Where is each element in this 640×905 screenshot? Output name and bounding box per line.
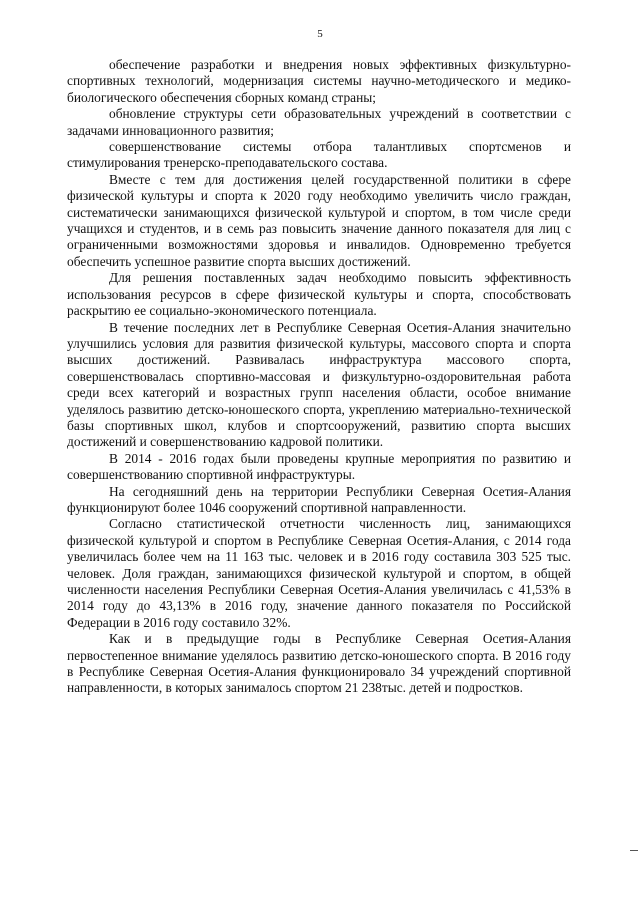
paragraph: Вместе с тем для достижения целей государственной политики в сфере физической культуры и спорта к 2020 году необходимо увеличить число граждан, систематически занимающихся физической культурой и спортом, в том числе среди учащихся и студентов, и в семь раз повысить значение данного показателя для лиц с ограниченными возможностями здоровья и инвалидов. Одновременно требуется обеспечить успешное развитие спорта высших достижений. (67, 171, 571, 269)
paragraph: совершенствование системы отбора талантливых спортсменов и стимулирования тренерско-преподавательского состава. (67, 139, 571, 171)
paragraph: В 2014 - 2016 годах были проведены крупные мероприятия по развитию и совершенствованию спортивной инфраструктуры. (67, 450, 571, 483)
paragraph: Как и в предыдущие годы в Республике Северная Осетия-Алания первостепенное внимание уделялось развитию детско-юношеского спорта. В 2016 году в Республике Северная Осетия-Алания функционировало 34 учреждений спортивной направленности, в которых занималось спортом 21 238тыс. детей и подростков. (67, 631, 571, 696)
paragraph: В течение последних лет в Республике Северная Осетия-Алания значительно улучшились условия для развития физической культуры, массового спорта и спорта высших достижений. Развивалась инфраструктура массового спорта, совершенствовалась спортивно-массовая и физкультурно-оздоровительная работа среди всех категорий и возрастных групп населения области, особое внимание уделялось развитию детско-юношеского спорта, укреплению материально-технической базы спортивных школ, клубов и спортсооружений, развитию спорта высших достижений и совершенствованию кадровой политики. (67, 319, 571, 450)
paragraph: обновление структуры сети образовательных учреждений в соответствии с задачами инновационного развития; (67, 106, 571, 138)
paragraph: обеспечение разработки и внедрения новых эффективных физкультурно-спортивных технологий, модернизация системы научно-методического и медико-биологического обеспечения сборных команд страны; (67, 57, 571, 105)
body-text (67, 57, 571, 697)
paragraph: На сегодняшний день на территории Республики Северная Осетия-Алания функционируют более 1046 сооружений спортивной направленности. (67, 483, 571, 515)
paragraph: Для решения поставленных задач необходимо повысить эффективность использования ресурсов в сфере физической культуры и спорта, способствовать раскрытию ее социально-экономического потенциала. (67, 270, 571, 319)
scan-edge-mark (630, 850, 638, 851)
page-number: 5 (317, 28, 323, 40)
paragraph: Согласно статистической отчетности численность лиц, занимающихся физической культурой и спортом в Республике Северная Осетия-Алания, с 2014 года увеличилась более чем на 11 163 тыс. человек и в 2016 году составила 303 525 тыс. человек. Доля граждан, занимающихся физической культурой и спортом, в общей численности населения Республики Северная Осетия-Алания увеличилась с 41,53% в 2014 году до 43,13% в 2016 году, значение данного показателя по Российской Федерации в 2016 году составило 32%. (67, 516, 571, 630)
